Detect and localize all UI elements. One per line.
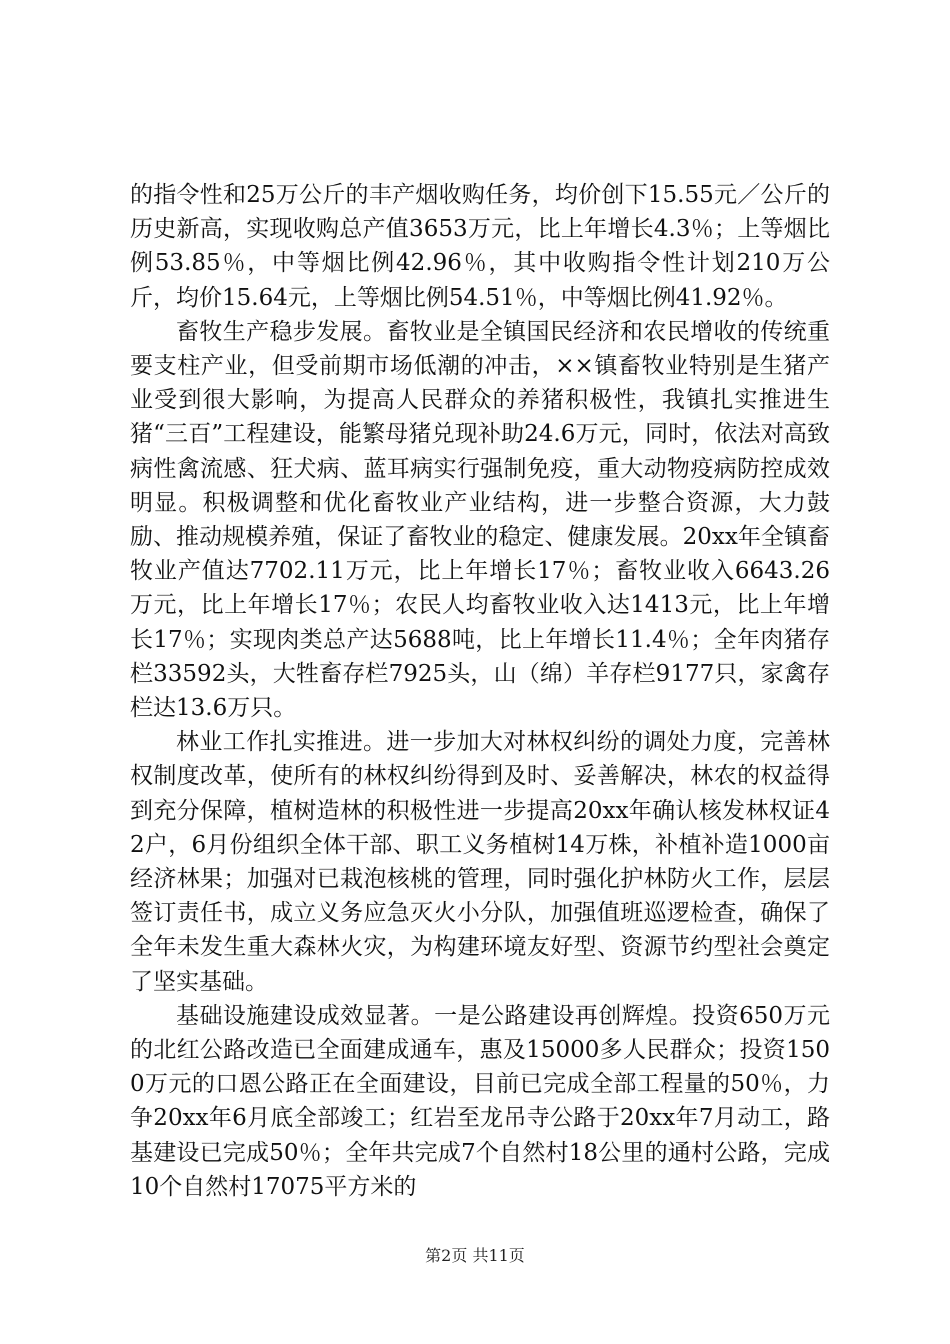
page-number-footer: 第2页 共11页: [425, 1246, 525, 1265]
document-body: [130, 178, 830, 1204]
paragraph-forestry: 林业工作扎实推进。进一步加大对林权纠纷的调处力度，完善林权制度改革，使所有的林权纠纷得到及时、妥善解决，林农的权益得到充分保障，植树造林的积极性进一步提高20xx年确认核发林权证42户，6月份组织全体干部、职工义务植树14万株，补植补造1000亩经济林果；加强对已栽泡核桃的管理，同时强化护林防火工作，层层签订责任书，成立义务应急灭火小分队，加强值班巡逻检查，确保了全年未发生重大森林火灾，为构建环境友好型、资源节约型社会奠定了坚实基础。: [130, 729, 830, 995]
paragraph-tobacco-continued: 的指令性和25万公斤的丰产烟收购任务，均价创下15.55元／公斤的历史新高，实现收购总产值3653万元，比上年增长4.3％；上等烟比例53.85％，中等烟比例42.96％，其中收购指令性计划210万公斤，均价15.64元，上等烟比例54.51％，中等烟比例41.92％。: [130, 182, 830, 311]
paragraph-livestock: 畜牧生产稳步发展。畜牧业是全镇国民经济和农民增收的传统重要支柱产业，但受前期市场低潮的冲击，××镇畜牧业特别是生猪产业受到很大影响，为提高人民群众的养猪积极性，我镇扎实推进生猪“三百”工程建设，能繁母猪兑现补助24.6万元，同时，依法对高致病性禽流感、狂犬病、蓝耳病实行强制免疫，重大动物疫病防控成效明显。积极调整和优化畜牧业产业结构，进一步整合资源，大力鼓励、推动规模养殖，保证了畜牧业的稳定、健康发展。20xx年全镇畜牧业产值达7702.11万元，比上年增长17％；畜牧业收入6643.26万元，比上年增长17％；农民人均畜牧业收入达1413元，比上年增长17％；实现肉类总产达5688吨，比上年增长11.4％；全年肉猪存栏33592头，大牲畜存栏7925头，山（绵）羊存栏9177只，家禽存栏达13.6万只。: [130, 318, 830, 722]
paragraph-infrastructure: 基础设施建设成效显著。一是公路建设再创辉煌。投资650万元的北红公路改造已全面建成通车，惠及15000多人民群众；投资1500万元的口恩公路正在全面建设，目前已完成全部工程量的50％，力争20xx年6月底全部竣工；红岩至龙吊寺公路于20xx年7月动工，路基建设已完成50％；全年共完成7个自然村18公里的通村公路，完成10个自然村17075平方米的: [130, 1002, 830, 1200]
